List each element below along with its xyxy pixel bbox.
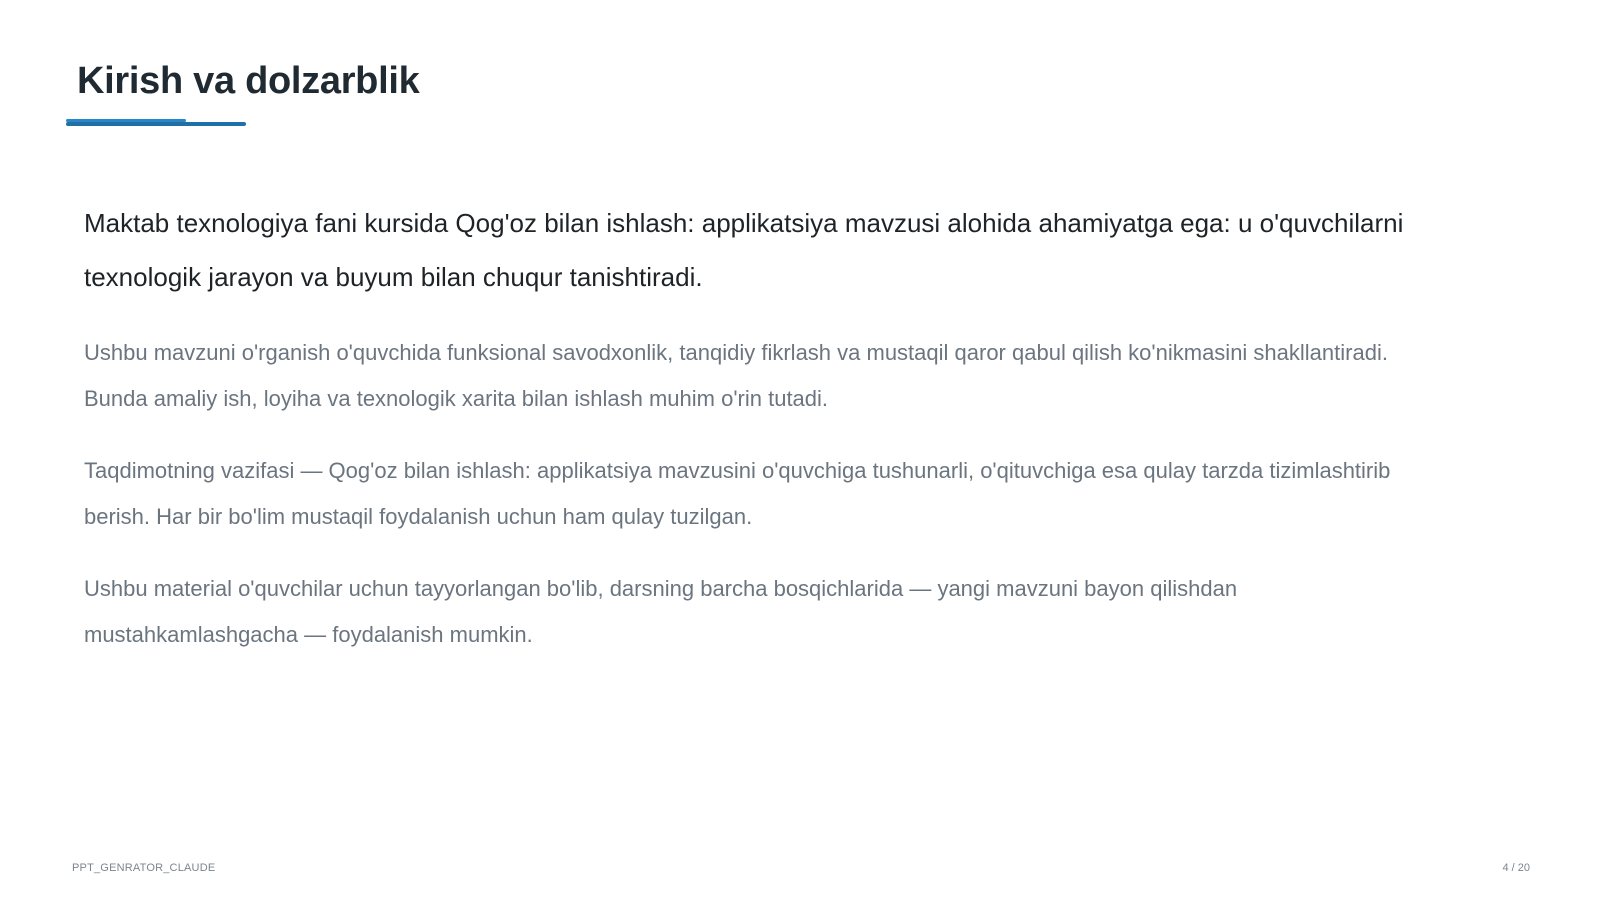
lead-paragraph: Maktab texnologiya fani kursida Qog'oz bilan ishlash: applikatsiya mavzusi alohida ahamiyatga ega: u o'quvchilarni texnologik jarayon va buyum bilan chuqur tanishtiradi. <box>84 208 1404 292</box>
body-paragraph-3: Ushbu material o'quvchilar uchun tayyorlangan bo'lib, darsning barcha bosqichlarida — yangi mavzuni bayon qilishdan mustahkamlashgacha — foydalanish mumkin. <box>84 576 1238 647</box>
footer-brand: PPT_GENRATOR_CLAUDE <box>72 862 216 874</box>
slide-content <box>84 196 1424 684</box>
title-underline <box>66 122 246 126</box>
body-paragraph-2: Taqdimotning vazifasi — Qog'oz bilan ishlash: applikatsiya mavzusini o'quvchiga tushunarli, o'qituvchiga esa qulay tarzda tizimlashtirib berish. Har bir bo'lim mustaqil foydalanish uchun ham qulay tuzilgan. <box>84 458 1391 529</box>
body-paragraph-1: Ushbu mavzuni o'rganish o'quvchida funksional savodxonlik, tanqidiy fikrlash va mustaqil qaror qabul qilish ko'nikmasini shakllantiradi. Bunda amaliy ish, loyiha va texnologik xarita bilan ishlash muhim o'rin tutadi. <box>84 340 1388 411</box>
title-underline-accent <box>66 119 186 122</box>
slide-title: Kirish va dolzarblik <box>77 60 420 102</box>
page-indicator: 4 / 20 <box>1502 862 1530 874</box>
